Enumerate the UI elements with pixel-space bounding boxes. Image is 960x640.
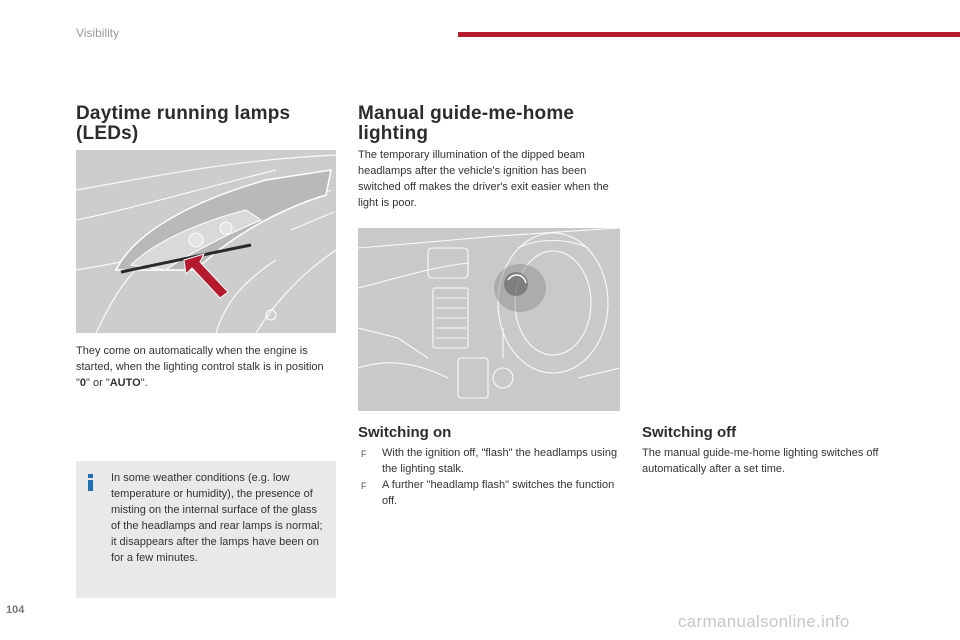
dashboard-illustration bbox=[358, 228, 620, 411]
switching-on-list bbox=[358, 445, 620, 509]
guide-me-home-description: The temporary illumination of the dipped beam headlamps after the vehicle's ignition has been switched off makes the driver's exit easier when the light is poor. bbox=[358, 149, 609, 209]
title-line-2: (LEDs) bbox=[76, 123, 139, 144]
section-label: Visibility bbox=[76, 26, 120, 40]
list-item bbox=[358, 477, 620, 509]
daytime-lamps-description bbox=[76, 343, 338, 391]
list-item-text: A further "headlamp flash" switches the function off. bbox=[382, 479, 615, 507]
info-icon bbox=[86, 474, 95, 491]
bullet-icon: F bbox=[361, 449, 367, 459]
description-suffix: ". bbox=[140, 377, 148, 389]
watermark: carmanualsonline.info bbox=[678, 612, 850, 631]
bullet-icon: F bbox=[361, 481, 367, 491]
description-prefix: They come on automatically when the engine is started, when the lighting control stalk is in position " bbox=[76, 345, 324, 389]
position-auto: AUTO bbox=[109, 377, 141, 389]
description-mid: " or " bbox=[86, 377, 110, 389]
switching-off-description: The manual guide-me-home lighting switches off automatically after a set time. bbox=[642, 447, 879, 475]
position-zero: 0 bbox=[79, 377, 87, 389]
guide-me-home-title bbox=[358, 104, 574, 144]
daytime-running-lamps-title bbox=[76, 104, 290, 144]
title-line-1: Manual guide-me-home bbox=[358, 103, 575, 124]
list-item bbox=[358, 445, 620, 477]
info-box bbox=[76, 461, 336, 598]
headlamp-led-illustration bbox=[76, 150, 336, 333]
header-accent-rule bbox=[458, 32, 960, 37]
title-line-2: lighting bbox=[358, 123, 429, 144]
title-line-1: Daytime running lamps bbox=[76, 103, 291, 124]
list-item-text: With the ignition off, "flash" the headlamps using the lighting stalk. bbox=[382, 447, 618, 475]
switching-off-heading: Switching off bbox=[642, 424, 737, 441]
page-number: 104 bbox=[6, 604, 25, 616]
switching-on-heading: Switching on bbox=[358, 424, 452, 441]
info-text: In some weather conditions (e.g. low temperature or humidity), the presence of misting on the internal surface of the glass of the headlamps and rear lamps is normal; it disappears after the lamps have been on for a few minutes. bbox=[111, 472, 323, 564]
